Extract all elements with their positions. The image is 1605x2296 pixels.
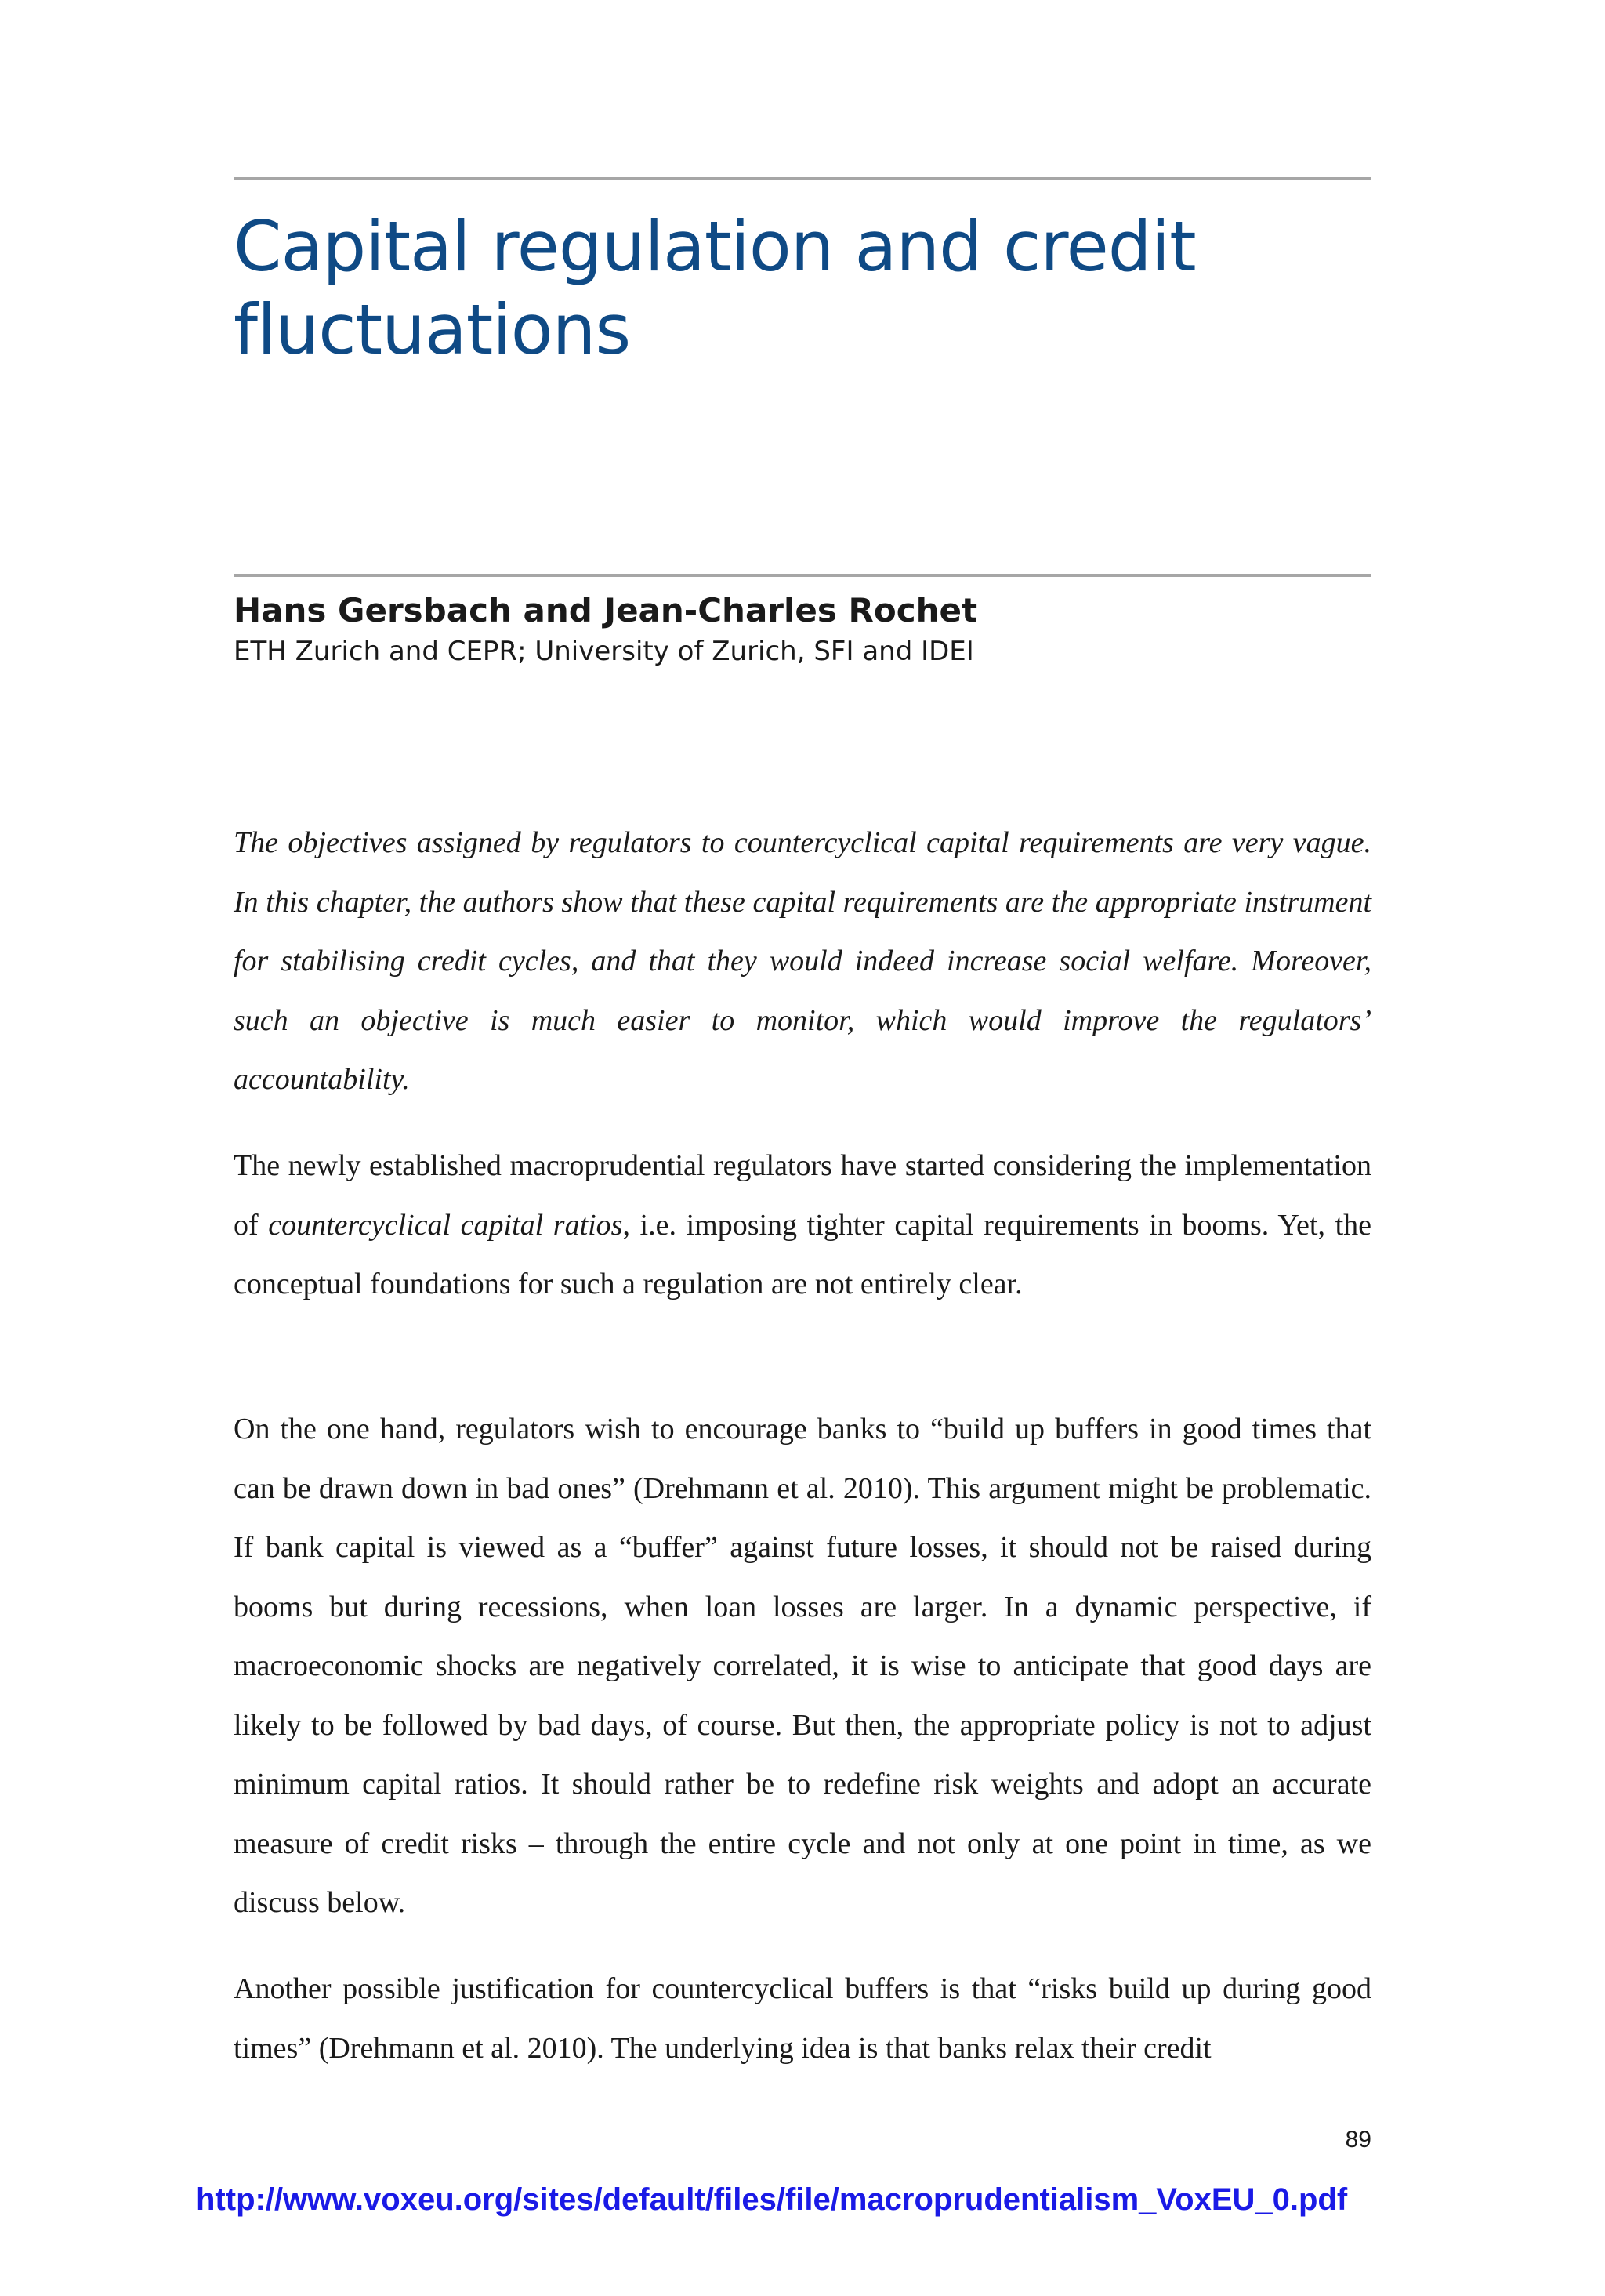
paragraph-text: The newly established macroprudential regulators have started considering the implementation of [234,1149,1371,1242]
body-paragraph-2: On the one hand, regulators wish to encourage banks to “build up buffers in good times that can be drawn down in bad ones” (Drehmann et al. 2010). This argument might be problematic. If bank capital is viewed as a “buffer” against future losses, it should not be raised during booms but during recessions, when loan losses are larger. In a dynamic perspective, if macroeconomic shocks are negatively correlated, it is wise to anticipate that good days are likely to be followed by bad days, of course. But then, the appropriate policy is not to adjust minimum capital ratios. It should rather be to redefine risk weights and adopt an accurate measure of credit risks – through the entire cycle and not only at one point in time, as we discuss below. [234,1413,1371,1919]
body-paragraph-1 [234,1137,1371,1315]
emphasis-term: countercyclical capital ratios [268,1208,623,1242]
paragraph-text: , i.e. imposing tighter capital requirements in booms. Yet, the conceptual foundations for such a regulation are not entirely clear. [234,1208,1371,1300]
author-names: Hans Gersbach and Jean-Charles Rochet [234,591,978,629]
author-divider [234,574,1371,577]
page-number: 89 [1345,2127,1371,2153]
body-paragraph-3: Another possible justification for countercyclical buffers is that “risks build up during good times” (Drehmann et al. 2010). The underlying idea is that banks relax their credit [234,1972,1371,2065]
top-divider [234,177,1371,180]
chapter-abstract: The objectives assigned by regulators to countercyclical capital requirements are very vague. In this chapter, the authors show that these capital requirements are the appropriate instrument for stabilising credit cycles, and that they would indeed increase social welfare. Moreover, such an objective is much easier to monitor, which would improve the regulators’ accountability. [234,826,1371,1096]
author-affiliation: ETH Zurich and CEPR; University of Zurich, SFI and IDEI [234,636,974,667]
chapter-title: Capital regulation and credit fluctuations [234,206,1196,370]
source-url-link[interactable]: http://www.voxeu.org/sites/default/files/file/macroprudentialism_VoxEU_0.pdf [196,2182,1348,2217]
